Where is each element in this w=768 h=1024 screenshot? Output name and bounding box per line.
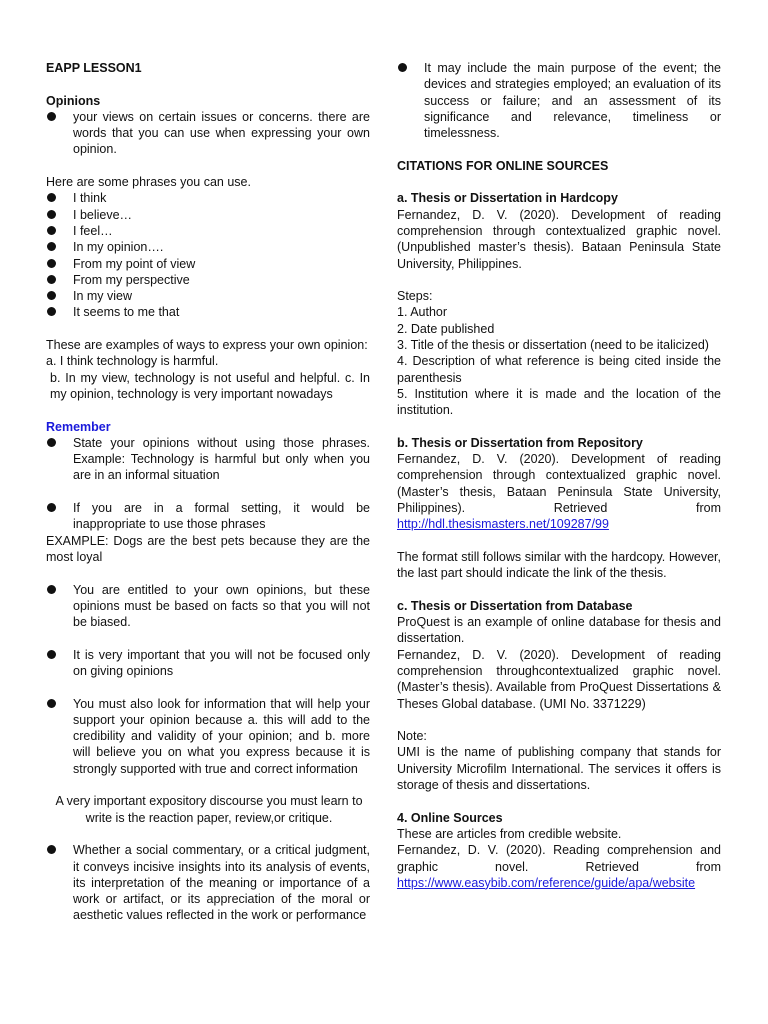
list-item: I feel…: [46, 223, 370, 239]
bullet-icon: [47, 242, 56, 251]
step-item: 4. Description of what reference is being cited inside the parenthesis: [397, 354, 721, 385]
lesson-title: EAPP LESSON1: [46, 61, 142, 75]
list-item: I believe…: [46, 207, 370, 223]
section-c-heading: c. Thesis or Dissertation from Database: [397, 598, 633, 613]
online-sources-intro: These are articles from credible website.: [397, 826, 622, 841]
repository-link[interactable]: http://hdl.thesismasters.net/109287/99: [397, 517, 609, 532]
bullet-icon: [47, 275, 56, 284]
list-item: In my view: [46, 288, 370, 304]
bullet-icon: [47, 503, 56, 512]
bullet-icon: [47, 585, 56, 594]
left-column: [46, 60, 370, 924]
phrases-intro: Here are some phrases you can use.: [46, 175, 251, 190]
list-item: I think: [46, 190, 370, 206]
bullet-icon: [47, 845, 56, 854]
bullet-icon: [47, 112, 56, 121]
list-item: your views on certain issues or concerns. there are words that you can use when expressing your own opinion.: [46, 109, 370, 158]
section-c-citation: Fernandez, D. V. (2020). Development of reading comprehension throughcontextualized graphic novel. (Master’s thesis). Available from ProQuest Dissertations & Theses Global database. (UMI No. 3371229): [397, 647, 721, 711]
bullet-icon: [47, 650, 56, 659]
expository-note: A very important expository discourse you must learn to write is the reaction paper, review,or critique.: [55, 794, 363, 825]
opinions-list: [46, 109, 370, 158]
rules-list-3: [46, 696, 370, 777]
section-a-heading: a. Thesis or Dissertation in Hardcopy: [397, 191, 618, 206]
easybib-link[interactable]: https://www.easybib.com/reference/guide/apa/website: [397, 875, 696, 890]
section-b-citation: Fernandez, D. V. (2020). Development of reading comprehension through contextualized graphic novel. (Master’s thesis, Bataan Peninsula State University, Philippines). Retrieved from: [397, 452, 721, 516]
list-item: It is very important that you will not be focused only on giving opinions: [46, 647, 370, 680]
citations-heading: CITATIONS FOR ONLINE SOURCES: [397, 158, 609, 173]
online-citation: Fernandez, D. V. (2020). Reading comprehension and graphic novel. Retrieved from: [397, 843, 721, 874]
right-column: [397, 60, 721, 891]
example-a: a. I think technology is harmful.: [46, 354, 219, 369]
list-item: State your opinions without using those phrases. Example: Technology is harmful but only when you are in an informal situation: [46, 435, 370, 484]
steps-heading: Steps:: [397, 289, 433, 304]
note-text: UMI is the name of publishing company that stands for University Microfilm International. The services it offers is storage of thesis and dissertations.: [397, 745, 721, 793]
list-item: From my point of view: [46, 256, 370, 272]
list-item: It seems to me that: [46, 304, 370, 320]
purpose-list: [397, 60, 721, 141]
example-bc: b. In my view, technology is not useful and helpful. c. In my opinion, technology is very important nowadays: [50, 370, 370, 401]
section-b-heading: b. Thesis or Dissertation from Repository: [397, 435, 643, 450]
step-item: 5. Institution where it is made and the location of the institution.: [397, 386, 721, 418]
section-a-citation: Fernandez, D. V. (2020). Development of reading comprehension through contextualized graphic novel. (Unpublished master’s thesis). Bataan Peninsula State University, Philippines.: [397, 207, 721, 271]
step-item: 1. Author: [397, 305, 448, 320]
list-item: If you are in a formal setting, it would be inappropriate to use those phrases: [46, 500, 370, 533]
bullet-icon: [47, 307, 56, 316]
bullet-icon: [47, 259, 56, 268]
remember-list: [46, 435, 370, 484]
remember-heading: Remember: [46, 419, 111, 434]
bullet-icon: [47, 438, 56, 447]
remember-list-2: [46, 500, 370, 533]
bullet-icon: [47, 226, 56, 235]
list-item: In my opinion….: [46, 239, 370, 255]
rules-list-1: [46, 582, 370, 631]
bullet-icon: [47, 291, 56, 300]
bullet-icon: [47, 699, 56, 708]
section-b-note: The format still follows similar with the hardcopy. However, the last part should indicate the link of the thesis.: [397, 549, 721, 581]
section-c-intro: ProQuest is an example of online database for thesis and dissertation.: [397, 615, 721, 646]
rules-list-2: [46, 647, 370, 680]
bullet-icon: [398, 63, 407, 72]
examples-intro: These are examples of ways to express your own opinion:: [46, 338, 368, 353]
bullet-icon: [47, 193, 56, 202]
list-item: From my perspective: [46, 272, 370, 288]
list-item: Whether a social commentary, or a critical judgment, it conveys incisive insights into its analysis of events, its interpretation of the meaning or importance of a work or artifact, or its appreciation of the moral or aesthetic values reflected in the work or performance: [46, 842, 370, 923]
step-item: 3. Title of the thesis or dissertation (need to be italicized): [397, 338, 709, 353]
list-item: You are entitled to your own opinions, but these opinions must be based on facts so that you will not be biased.: [46, 582, 370, 631]
list-item: It may include the main purpose of the event; the devices and strategies employed; an evaluation of its success or failure; and an assessment of its significance and relevance, timeliness or timelessness.: [397, 60, 721, 141]
opinions-heading: Opinions: [46, 93, 101, 108]
online-sources-heading: 4. Online Sources: [397, 810, 503, 825]
note-heading: Note:: [397, 729, 427, 744]
rules-list-4: [46, 842, 370, 923]
list-item: You must also look for information that will help your support your opinion because a. this will add to the credibility and validity of your opinion; and b. more will believe you on what you express because it is strongly supported with true and correct information: [46, 696, 370, 777]
phrases-list: [46, 190, 370, 320]
step-item: 2. Date published: [397, 321, 495, 336]
bullet-icon: [47, 210, 56, 219]
example-dogs: EXAMPLE: Dogs are the best pets because they are the most loyal: [46, 533, 370, 564]
